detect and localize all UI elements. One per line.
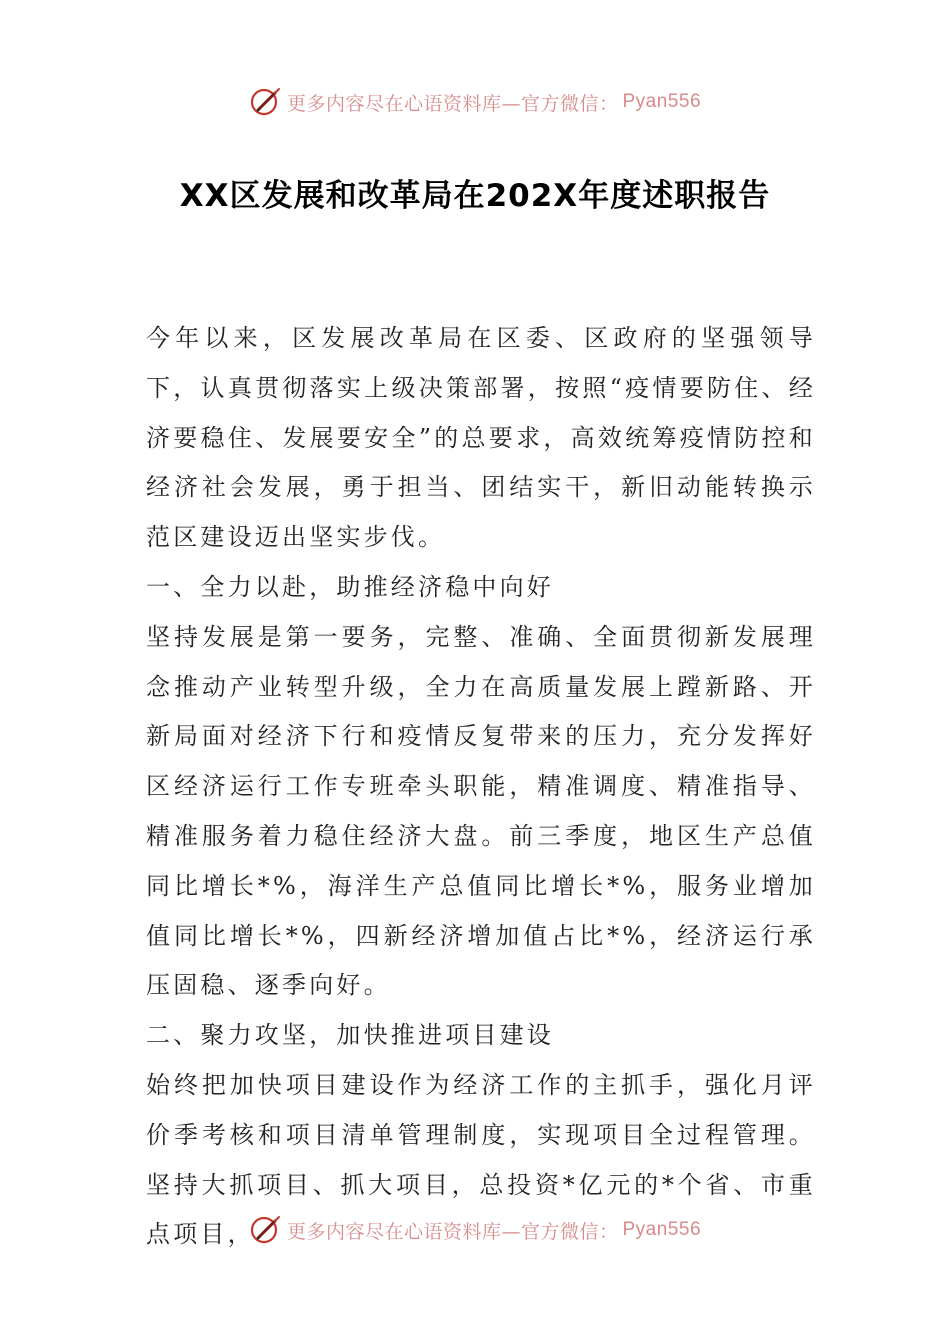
section-1-paragraph: 坚持发展是第一要务，完整、准确、全面贯彻新发展理念推动产业转型升级，全力在高质量发展上蹚新路、开新局面对经济下行和疫情反复带来的压力，充分发挥好区经济运行工作专班牵头职能，精准调度、精准指导、精准服务着力稳住经济大盘。前三季度，地区生产总值同比增长*%，海洋生产总值同比增长*%，服务业增加值同比增长*%，四新经济增加值占比*%，经济运行承压固稳、逐季向好。 (146, 622, 816, 1000)
section-2-heading: 二、聚力攻坚，加快推进项目建设 (146, 1021, 554, 1050)
watermark-text: 更多内容尽在心语资料库—官方微信： (286, 92, 619, 115)
watermark-id: Pyan556 (622, 1219, 702, 1240)
pen-logo-icon (249, 85, 283, 119)
section-1-heading: 一、全力以赴，助推经济稳中向好 (146, 572, 554, 601)
watermark-text: 更多内容尽在心语资料库—官方微信： (286, 1220, 619, 1243)
document-title: XX区发展和改革局在202X年度述职报告 (179, 178, 771, 214)
watermark-header (0, 82, 950, 122)
intro-paragraph: 今年以来，区发展改革局在区委、区政府的坚强领导下，认真贯彻落实上级决策部署，按照“疫情要防住、经济要稳住、发展要安全”的总要求，高效统筹疫情防控和经济社会发展，勇于担当、团结实干，新旧动能转换示范区建设迈出坚实步伐。 (146, 324, 816, 552)
watermark-footer (0, 1210, 950, 1250)
watermark-id: Pyan556 (622, 91, 702, 112)
pen-logo-icon (249, 1213, 283, 1247)
document-body (146, 314, 816, 1260)
section-2-paragraph: 始终把加快项目建设作为经济工作的主抓手，强化月评价季考核和项目清单管理制度，实现项目全过程管理。坚持大抓项目、抓大项目，总投资*亿元的*个省、市重点项目， (146, 1070, 816, 1249)
